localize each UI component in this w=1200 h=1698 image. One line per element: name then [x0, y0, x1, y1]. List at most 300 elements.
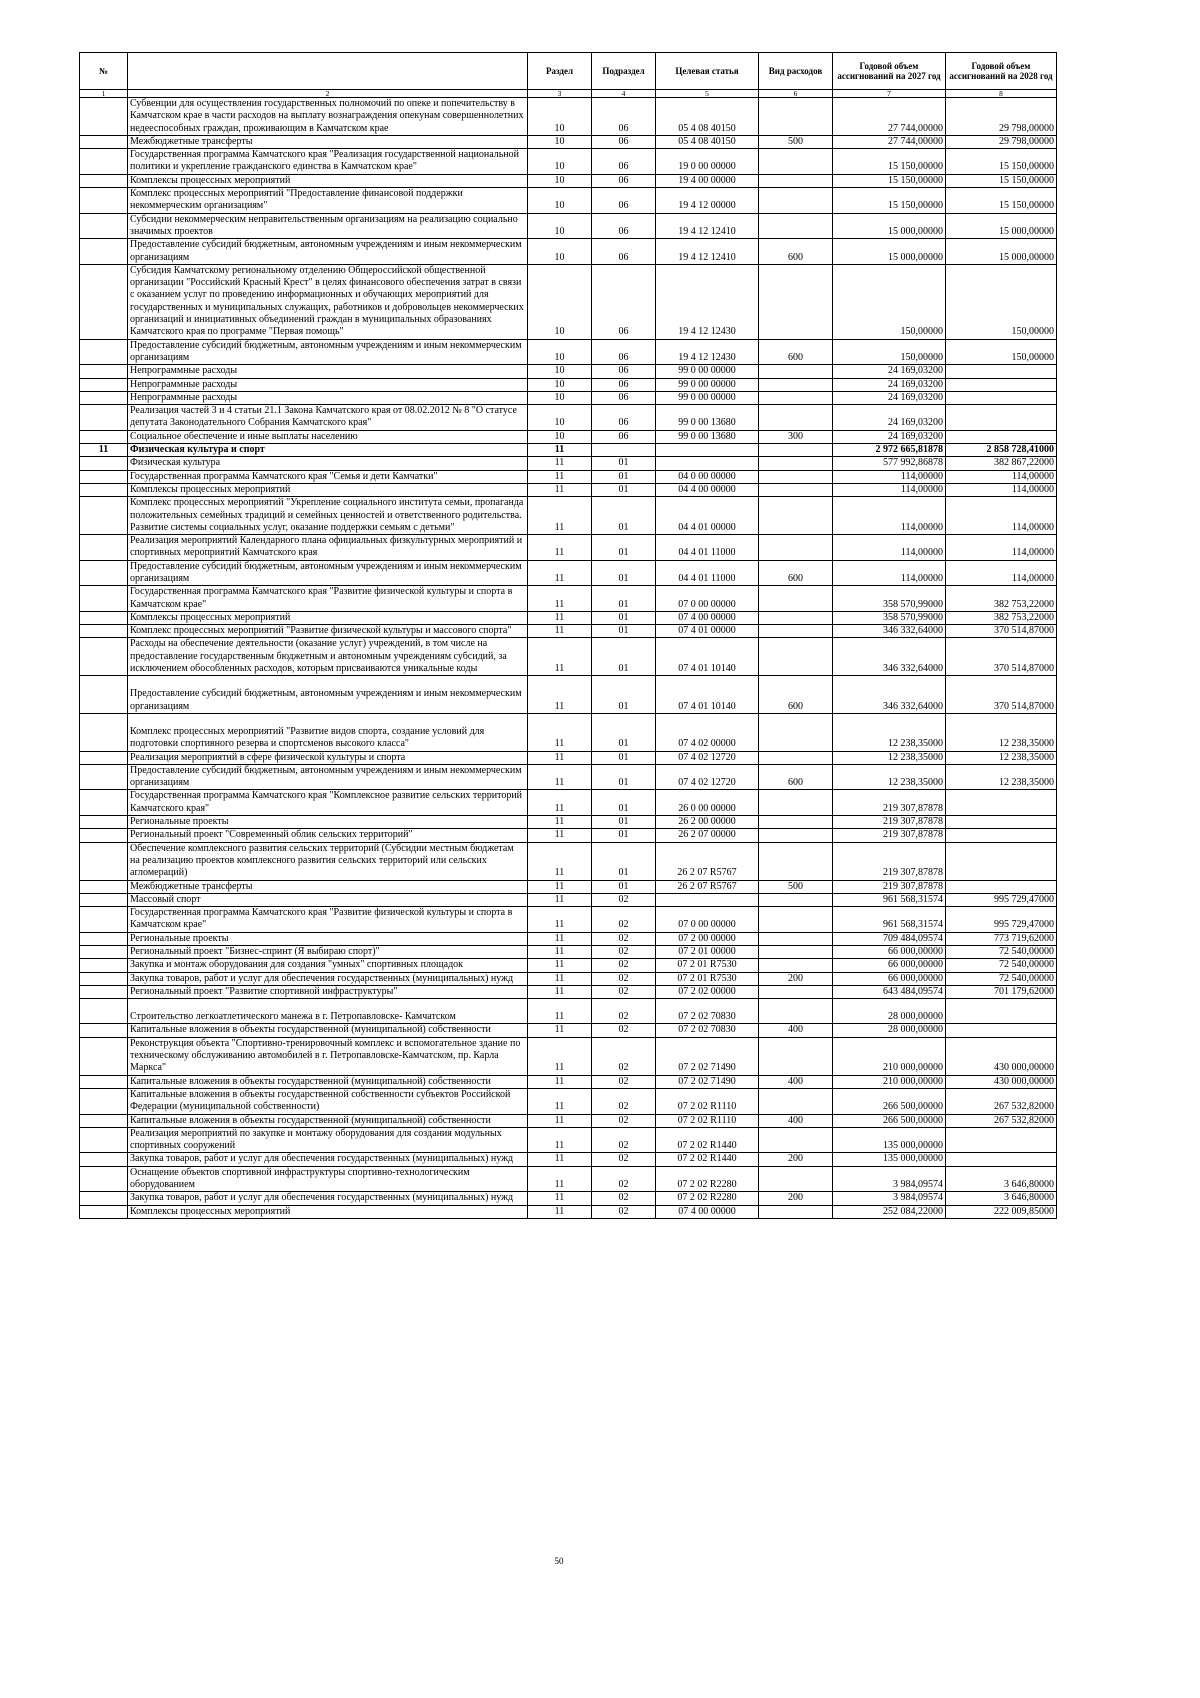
table-row: [80, 560, 1057, 586]
table-row: [80, 239, 1057, 265]
cell-vid-rashodov: [759, 946, 833, 959]
table-row: [80, 932, 1057, 945]
cell-no: [80, 1114, 128, 1127]
table-row: [80, 135, 1057, 148]
table-row: [80, 611, 1057, 624]
table-row: [80, 470, 1057, 483]
cell-amount-2028: 29 798,00000: [946, 98, 1057, 136]
cell-podrazdel: 01: [592, 625, 656, 638]
cell-vid-rashodov: [759, 907, 833, 933]
cell-vid-rashodov: [759, 638, 833, 676]
cell-vid-rashodov: [759, 264, 833, 339]
cell-amount-2028: 12 238,35000: [946, 713, 1057, 751]
cell-name: Капитальные вложения в объекты государственной (муниципальной) собственности: [128, 1024, 528, 1037]
cell-name: Закупка товаров, работ и услуг для обеспечения государственных (муниципальных) нужд: [128, 972, 528, 985]
cell-name: Закупка и монтаж оборудования для создания "умных" спортивных площадок: [128, 959, 528, 972]
cell-name: Региональные проекты: [128, 816, 528, 829]
cell-amount-2027: 135 000,00000: [833, 1153, 946, 1166]
cell-vid-rashodov: [759, 1205, 833, 1218]
cell-podrazdel: 01: [592, 816, 656, 829]
cell-podrazdel: 01: [592, 842, 656, 880]
cell-no: 11: [80, 444, 128, 457]
cell-vid-rashodov: [759, 816, 833, 829]
cell-podrazdel: 02: [592, 907, 656, 933]
cell-vid-rashodov: [759, 98, 833, 136]
table-row: [80, 713, 1057, 751]
cell-podrazdel: 06: [592, 188, 656, 214]
cell-celevaya-statya: 19 4 12 12410: [656, 239, 759, 265]
cell-podrazdel: 01: [592, 560, 656, 586]
colnum: 8: [946, 90, 1057, 98]
cell-celevaya-statya: 07 2 02 R1110: [656, 1088, 759, 1114]
cell-amount-2027: 114,00000: [833, 535, 946, 561]
cell-amount-2027: 114,00000: [833, 470, 946, 483]
cell-vid-rashodov: [759, 1037, 833, 1075]
cell-no: [80, 972, 128, 985]
cell-vid-rashodov: 400: [759, 1075, 833, 1088]
cell-amount-2028: 15 150,00000: [946, 188, 1057, 214]
cell-vid-rashodov: [759, 842, 833, 880]
cell-razdel: 11: [528, 470, 592, 483]
cell-amount-2028: 267 532,82000: [946, 1088, 1057, 1114]
cell-name: Межбюджетные трансферты: [128, 135, 528, 148]
table-row: [80, 999, 1057, 1024]
cell-celevaya-statya: 04 0 00 00000: [656, 470, 759, 483]
cell-razdel: 11: [528, 1075, 592, 1088]
cell-amount-2028: 773 719,62000: [946, 932, 1057, 945]
header-name: [128, 53, 528, 90]
cell-razdel: 11: [528, 1153, 592, 1166]
table-row: [80, 457, 1057, 470]
cell-amount-2027: 346 332,64000: [833, 638, 946, 676]
cell-razdel: 11: [528, 1024, 592, 1037]
cell-amount-2028: [946, 405, 1057, 431]
cell-razdel: 10: [528, 339, 592, 365]
cell-amount-2028: 3 646,80000: [946, 1192, 1057, 1205]
cell-podrazdel: 06: [592, 378, 656, 391]
cell-no: [80, 405, 128, 431]
cell-amount-2028: [946, 1127, 1057, 1153]
cell-podrazdel: 02: [592, 1037, 656, 1075]
cell-no: [80, 829, 128, 842]
cell-podrazdel: 02: [592, 972, 656, 985]
cell-name: Субвенции для осуществления государственных полномочий по опеке и попечительству в Камчатском крае в части расходов на выплату вознаграждения опекунам совершеннолетних недееспособных граждан, проживающим в Камчатском крае: [128, 98, 528, 136]
cell-no: [80, 638, 128, 676]
cell-podrazdel: 06: [592, 264, 656, 339]
cell-celevaya-statya: 05 4 08 40150: [656, 98, 759, 136]
cell-amount-2028: [946, 430, 1057, 443]
cell-razdel: 11: [528, 1192, 592, 1205]
cell-no: [80, 174, 128, 187]
cell-amount-2027: 266 500,00000: [833, 1114, 946, 1127]
cell-amount-2028: [946, 880, 1057, 893]
cell-celevaya-statya: 07 4 00 00000: [656, 611, 759, 624]
cell-vid-rashodov: [759, 497, 833, 535]
cell-name: Комплекс процессных мероприятий "Предоставление финансовой поддержки некоммерческим организациям": [128, 188, 528, 214]
cell-name: Расходы на обеспечение деятельности (оказание услуг) учреждений, в том числе на предоставление государственным бюджетным и автономным учреждениям субсидий, за исключением обособленных расходов, которым присваиваются уникальные коды: [128, 638, 528, 676]
table-row: [80, 972, 1057, 985]
cell-amount-2028: 430 000,00000: [946, 1075, 1057, 1088]
cell-podrazdel: 01: [592, 470, 656, 483]
cell-vid-rashodov: [759, 188, 833, 214]
cell-celevaya-statya: 04 4 01 11000: [656, 560, 759, 586]
cell-name: Реализация частей 3 и 4 статьи 21.1 Закона Камчатского края от 08.02.2012 № 8 "О статусе депутата Законодательного Собрания Камчатского края": [128, 405, 528, 431]
table-row: [80, 1037, 1057, 1075]
cell-celevaya-statya: 99 0 00 00000: [656, 391, 759, 404]
cell-razdel: 11: [528, 625, 592, 638]
table-body: [80, 98, 1057, 1219]
cell-amount-2028: 29 798,00000: [946, 135, 1057, 148]
cell-no: [80, 535, 128, 561]
cell-no: [80, 239, 128, 265]
page-number: 50: [554, 1556, 564, 1566]
cell-podrazdel: 06: [592, 339, 656, 365]
table-row: [80, 149, 1057, 175]
cell-amount-2028: 72 540,00000: [946, 959, 1057, 972]
cell-amount-2027: 27 744,00000: [833, 98, 946, 136]
cell-name: Государственная программа Камчатского края "Семья и дети Камчатки": [128, 470, 528, 483]
cell-no: [80, 98, 128, 136]
cell-podrazdel: 06: [592, 405, 656, 431]
cell-amount-2028: 382 753,22000: [946, 586, 1057, 612]
cell-podrazdel: 01: [592, 829, 656, 842]
cell-name: Закупка товаров, работ и услуг для обеспечения государственных (муниципальных) нужд: [128, 1153, 528, 1166]
cell-razdel: 11: [528, 1127, 592, 1153]
cell-amount-2028: [946, 842, 1057, 880]
cell-celevaya-statya: 04 4 01 00000: [656, 497, 759, 535]
colnum: 1: [80, 90, 128, 98]
cell-podrazdel: 02: [592, 893, 656, 906]
cell-amount-2027: 219 307,87878: [833, 816, 946, 829]
cell-amount-2027: 15 000,00000: [833, 213, 946, 239]
cell-celevaya-statya: 07 2 00 00000: [656, 932, 759, 945]
table-row: [80, 586, 1057, 612]
cell-vid-rashodov: [759, 790, 833, 816]
cell-celevaya-statya: 19 0 00 00000: [656, 149, 759, 175]
cell-razdel: 11: [528, 713, 592, 751]
cell-celevaya-statya: 19 4 12 12430: [656, 264, 759, 339]
table-row: [80, 430, 1057, 443]
cell-celevaya-statya: 07 2 02 R1440: [656, 1153, 759, 1166]
cell-podrazdel: 06: [592, 98, 656, 136]
cell-razdel: 10: [528, 135, 592, 148]
cell-podrazdel: 01: [592, 611, 656, 624]
cell-no: [80, 932, 128, 945]
table-row: [80, 907, 1057, 933]
cell-no: [80, 611, 128, 624]
colnum: 3: [528, 90, 592, 98]
cell-no: [80, 985, 128, 998]
cell-no: [80, 880, 128, 893]
cell-no: [80, 1205, 128, 1218]
cell-name: Субсидии некоммерческим неправительственным организациям на реализацию социально значимых проектов: [128, 213, 528, 239]
cell-podrazdel: 02: [592, 1153, 656, 1166]
cell-razdel: 11: [528, 1166, 592, 1192]
cell-amount-2028: 15 000,00000: [946, 239, 1057, 265]
cell-razdel: 10: [528, 98, 592, 136]
table-row: [80, 365, 1057, 378]
cell-podrazdel: 06: [592, 239, 656, 265]
cell-no: [80, 430, 128, 443]
cell-vid-rashodov: [759, 444, 833, 457]
cell-celevaya-statya: 26 2 07 R5767: [656, 842, 759, 880]
cell-amount-2028: 12 238,35000: [946, 764, 1057, 790]
cell-celevaya-statya: 26 0 00 00000: [656, 790, 759, 816]
cell-amount-2027: 210 000,00000: [833, 1075, 946, 1088]
table-row: [80, 98, 1057, 136]
cell-amount-2028: 150,00000: [946, 339, 1057, 365]
cell-amount-2028: 370 514,87000: [946, 676, 1057, 714]
cell-podrazdel: 02: [592, 1127, 656, 1153]
cell-razdel: 10: [528, 365, 592, 378]
cell-razdel: 11: [528, 483, 592, 496]
cell-celevaya-statya: 19 4 12 12410: [656, 213, 759, 239]
cell-vid-rashodov: [759, 213, 833, 239]
cell-amount-2027: 210 000,00000: [833, 1037, 946, 1075]
cell-amount-2028: 995 729,47000: [946, 893, 1057, 906]
cell-amount-2027: 114,00000: [833, 497, 946, 535]
cell-name: Комплекс процессных мероприятий "Развитие физической культуры и массового спорта": [128, 625, 528, 638]
cell-vid-rashodov: [759, 959, 833, 972]
table-row: [80, 790, 1057, 816]
cell-celevaya-statya: 07 4 01 10140: [656, 638, 759, 676]
header-2028: Годовой объем ассигнований на 2028 год: [946, 53, 1057, 90]
cell-vid-rashodov: [759, 713, 833, 751]
cell-name: Капитальные вложения в объекты государственной (муниципальной) собственности: [128, 1075, 528, 1088]
table-row: [80, 264, 1057, 339]
cell-celevaya-statya: 07 2 02 70830: [656, 999, 759, 1024]
cell-razdel: 10: [528, 405, 592, 431]
cell-no: [80, 339, 128, 365]
table-row: [80, 174, 1057, 187]
cell-razdel: 11: [528, 676, 592, 714]
cell-celevaya-statya: 07 2 01 00000: [656, 946, 759, 959]
cell-no: [80, 1037, 128, 1075]
cell-razdel: 11: [528, 972, 592, 985]
cell-name: Капитальные вложения в объекты государственной (муниципальной) собственности: [128, 1114, 528, 1127]
cell-amount-2027: 24 169,03200: [833, 405, 946, 431]
cell-amount-2027: 358 570,99000: [833, 586, 946, 612]
cell-name: Массовый спорт: [128, 893, 528, 906]
cell-celevaya-statya: 07 4 02 00000: [656, 713, 759, 751]
cell-celevaya-statya: 04 4 00 00000: [656, 483, 759, 496]
table-row: [80, 339, 1057, 365]
cell-no: [80, 1127, 128, 1153]
cell-name: Закупка товаров, работ и услуг для обеспечения государственных (муниципальных) нужд: [128, 1192, 528, 1205]
cell-no: [80, 378, 128, 391]
cell-celevaya-statya: 26 2 07 R5767: [656, 880, 759, 893]
cell-razdel: 11: [528, 611, 592, 624]
cell-name: Физическая культура и спорт: [128, 444, 528, 457]
cell-celevaya-statya: 07 2 02 70830: [656, 1024, 759, 1037]
header-celevaya-statya: Целевая статья: [656, 53, 759, 90]
cell-razdel: 10: [528, 239, 592, 265]
cell-amount-2027: 219 307,87878: [833, 790, 946, 816]
cell-no: [80, 946, 128, 959]
cell-amount-2027: 150,00000: [833, 339, 946, 365]
cell-celevaya-statya: 04 4 01 11000: [656, 535, 759, 561]
cell-amount-2027: 12 238,35000: [833, 713, 946, 751]
cell-amount-2027: 12 238,35000: [833, 751, 946, 764]
table-row: [80, 751, 1057, 764]
cell-amount-2028: 72 540,00000: [946, 946, 1057, 959]
cell-name: Комплексы процессных мероприятий: [128, 174, 528, 187]
cell-no: [80, 264, 128, 339]
cell-amount-2027: 709 484,09574: [833, 932, 946, 945]
cell-name: Социальное обеспечение и иные выплаты населению: [128, 430, 528, 443]
cell-name: Непрограммные расходы: [128, 365, 528, 378]
cell-vid-rashodov: 200: [759, 1153, 833, 1166]
cell-amount-2027: 24 169,03200: [833, 391, 946, 404]
colnum: 2: [128, 90, 528, 98]
cell-razdel: 11: [528, 764, 592, 790]
header-razdel: Раздел: [528, 53, 592, 90]
cell-celevaya-statya: 19 4 00 00000: [656, 174, 759, 187]
cell-vid-rashodov: [759, 470, 833, 483]
cell-amount-2028: 3 646,80000: [946, 1166, 1057, 1192]
budget-table: [79, 52, 1057, 1219]
cell-vid-rashodov: 400: [759, 1114, 833, 1127]
cell-amount-2027: 27 744,00000: [833, 135, 946, 148]
table-row: [80, 1088, 1057, 1114]
cell-no: [80, 188, 128, 214]
cell-vid-rashodov: 200: [759, 972, 833, 985]
cell-no: [80, 790, 128, 816]
cell-celevaya-statya: 07 4 00 00000: [656, 1205, 759, 1218]
cell-amount-2028: 114,00000: [946, 470, 1057, 483]
table-row: [80, 829, 1057, 842]
cell-razdel: 11: [528, 638, 592, 676]
cell-no: [80, 1166, 128, 1192]
cell-razdel: 11: [528, 1114, 592, 1127]
cell-vid-rashodov: [759, 378, 833, 391]
cell-celevaya-statya: 99 0 00 13680: [656, 430, 759, 443]
cell-vid-rashodov: 600: [759, 339, 833, 365]
table-row: [80, 405, 1057, 431]
cell-name: Строительство легкоатлетического манежа в г. Петропавловске- Камчатском: [128, 999, 528, 1024]
cell-amount-2027: 24 169,03200: [833, 365, 946, 378]
cell-razdel: 11: [528, 1037, 592, 1075]
cell-razdel: 10: [528, 391, 592, 404]
cell-celevaya-statya: 07 2 02 71490: [656, 1037, 759, 1075]
cell-no: [80, 816, 128, 829]
cell-podrazdel: [592, 444, 656, 457]
cell-name: Комплексы процессных мероприятий: [128, 483, 528, 496]
cell-podrazdel: 06: [592, 135, 656, 148]
cell-podrazdel: 02: [592, 985, 656, 998]
cell-razdel: 10: [528, 174, 592, 187]
cell-amount-2027: 15 000,00000: [833, 239, 946, 265]
cell-razdel: 11: [528, 444, 592, 457]
cell-podrazdel: 01: [592, 535, 656, 561]
cell-razdel: 11: [528, 907, 592, 933]
cell-no: [80, 1192, 128, 1205]
table-row: [80, 676, 1057, 714]
cell-celevaya-statya: 07 2 02 R2280: [656, 1166, 759, 1192]
cell-celevaya-statya: 99 0 00 13680: [656, 405, 759, 431]
table-row: [80, 483, 1057, 496]
cell-amount-2028: 15 150,00000: [946, 174, 1057, 187]
colnum: 7: [833, 90, 946, 98]
cell-amount-2028: [946, 816, 1057, 829]
cell-amount-2028: 222 009,85000: [946, 1205, 1057, 1218]
cell-vid-rashodov: [759, 985, 833, 998]
cell-razdel: 11: [528, 816, 592, 829]
cell-name: Реализация мероприятий по закупке и монтажу оборудования для создания модульных спортивных сооружений: [128, 1127, 528, 1153]
cell-amount-2028: 370 514,87000: [946, 638, 1057, 676]
cell-no: [80, 497, 128, 535]
table-row: [80, 1127, 1057, 1153]
table-row: [80, 625, 1057, 638]
cell-vid-rashodov: [759, 586, 833, 612]
cell-podrazdel: 01: [592, 713, 656, 751]
cell-vid-rashodov: 500: [759, 135, 833, 148]
cell-no: [80, 560, 128, 586]
cell-amount-2027: 219 307,87878: [833, 880, 946, 893]
cell-amount-2027: 15 150,00000: [833, 149, 946, 175]
table-row: [80, 378, 1057, 391]
cell-vid-rashodov: [759, 391, 833, 404]
cell-amount-2027: 3 984,09574: [833, 1166, 946, 1192]
cell-name: Капитальные вложения в объекты государственной собственности субъектов Российской Федерации (муниципальной собственности): [128, 1088, 528, 1114]
cell-razdel: 11: [528, 586, 592, 612]
cell-amount-2028: [946, 1024, 1057, 1037]
cell-amount-2028: 382 867,22000: [946, 457, 1057, 470]
header-row: [80, 53, 1057, 90]
cell-amount-2028: 2 858 728,41000: [946, 444, 1057, 457]
cell-podrazdel: 01: [592, 676, 656, 714]
cell-razdel: 11: [528, 985, 592, 998]
cell-celevaya-statya: 07 2 01 R7530: [656, 959, 759, 972]
cell-name: Межбюджетные трансферты: [128, 880, 528, 893]
table-row: [80, 946, 1057, 959]
cell-no: [80, 365, 128, 378]
cell-amount-2027: 219 307,87878: [833, 842, 946, 880]
cell-razdel: 11: [528, 1205, 592, 1218]
cell-razdel: 11: [528, 1088, 592, 1114]
table-row: [80, 1153, 1057, 1166]
cell-amount-2027: 150,00000: [833, 264, 946, 339]
cell-name: Региональный проект "Развитие спортивной инфраструктуры": [128, 985, 528, 998]
table-row: [80, 816, 1057, 829]
table-row: [80, 764, 1057, 790]
cell-no: [80, 213, 128, 239]
cell-amount-2027: 24 169,03200: [833, 378, 946, 391]
cell-celevaya-statya: 07 0 00 00000: [656, 907, 759, 933]
table-row: [80, 391, 1057, 404]
cell-amount-2028: 267 532,82000: [946, 1114, 1057, 1127]
cell-podrazdel: 06: [592, 391, 656, 404]
cell-amount-2027: 2 972 665,81878: [833, 444, 946, 457]
cell-razdel: 11: [528, 880, 592, 893]
header-podrazdel: Подраздел: [592, 53, 656, 90]
cell-razdel: 11: [528, 959, 592, 972]
cell-no: [80, 1153, 128, 1166]
cell-amount-2028: 701 179,62000: [946, 985, 1057, 998]
cell-amount-2027: 219 307,87878: [833, 829, 946, 842]
cell-celevaya-statya: 07 0 00 00000: [656, 586, 759, 612]
table-row: [80, 1166, 1057, 1192]
cell-amount-2028: 114,00000: [946, 497, 1057, 535]
cell-amount-2028: [946, 999, 1057, 1024]
cell-amount-2028: 15 000,00000: [946, 213, 1057, 239]
cell-name: Непрограммные расходы: [128, 391, 528, 404]
cell-celevaya-statya: 99 0 00 00000: [656, 365, 759, 378]
cell-vid-rashodov: [759, 365, 833, 378]
cell-name: Субсидия Камчатскому региональному отделению Общероссийской общественной организации "Российский Красный Крест" в целях финансового обеспечения затрат в связи с оказанием услуг по проведению информационных и обучающих мероприятий для государственных и муниципальных служащих, работников и добровольцев некоммерческих организаций и инициативных объединений граждан в муниципальных образованиях Камчатского края по программе "Первая помощь": [128, 264, 528, 339]
cell-podrazdel: 02: [592, 946, 656, 959]
cell-podrazdel: 06: [592, 365, 656, 378]
